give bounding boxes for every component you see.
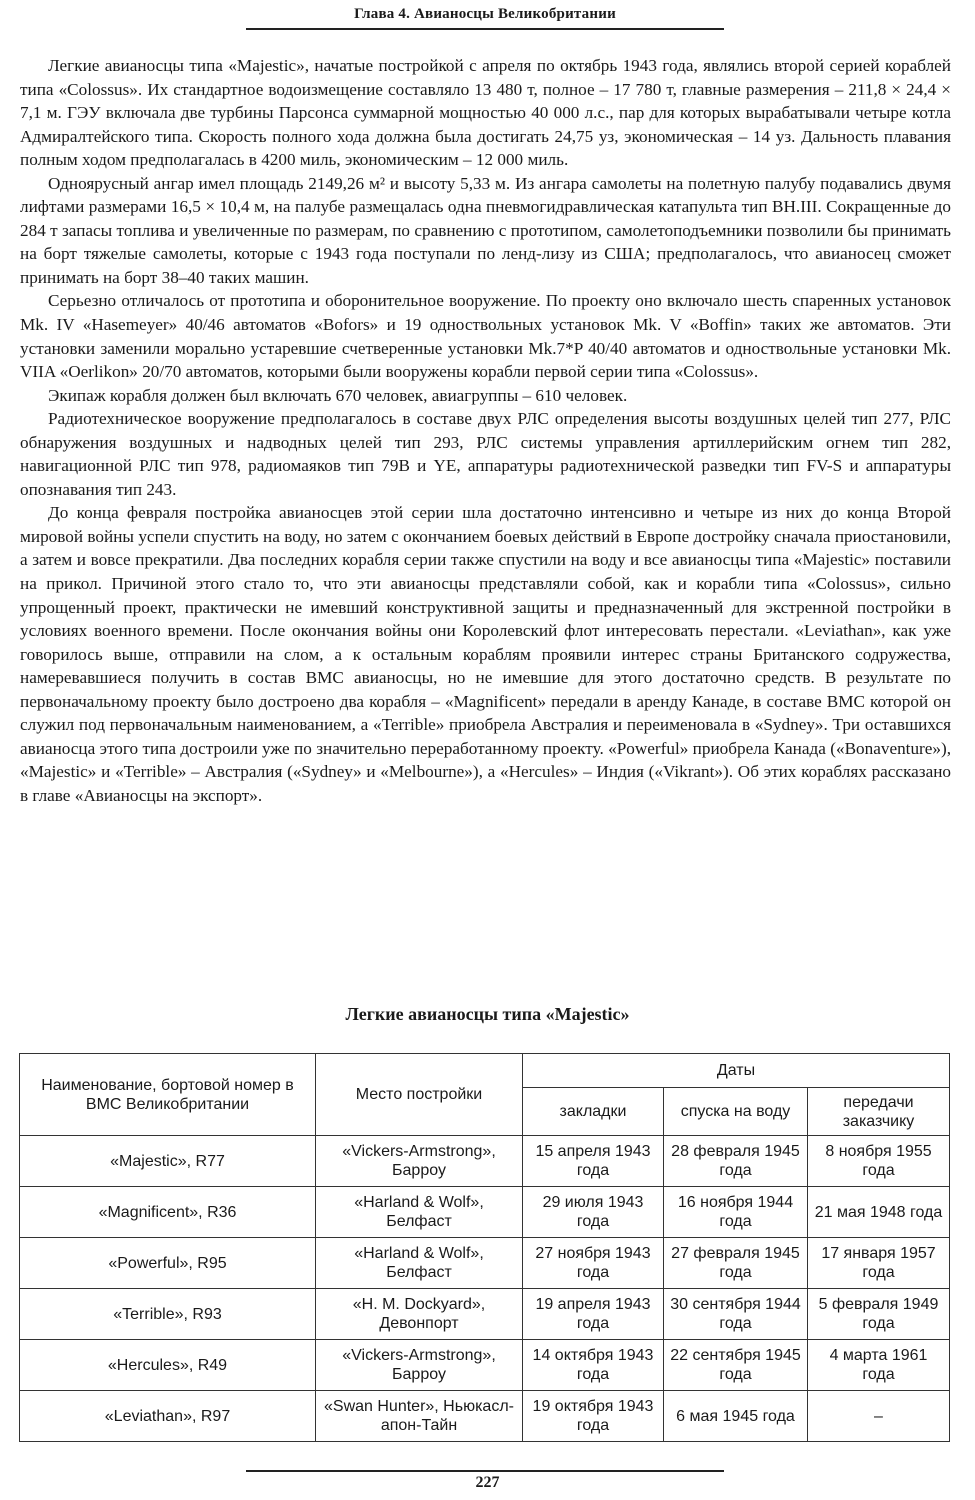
cell-delivered: 21 мая 1948 года [808,1187,950,1238]
cell-launched: 16 ноября 1944 года [664,1187,808,1238]
ships-table [19,1053,950,1442]
table-row [20,1340,950,1391]
page-number: 227 [475,1474,500,1491]
cell-launched: 27 февраля 1945 года [664,1238,808,1289]
cell-launched: 28 февраля 1945 года [664,1136,808,1187]
header-rule [246,28,724,30]
paragraph: До конца февраля постройка авианосцев этой серии шла достаточно интенсивно и четыре из них до конца Второй мировой войны успели спустить на воду, но затем с окончанием боевых действий в Европе достройку сначала приостановили, а затем и вовсе прекратили. Два последних корабля серии также спустили на воду и все авианосцы типа «Majestic» поставили на прикол. Причиной этого стало то, что эти авианосцы представляли собой, как и корабли типа «Colossus», сильно упрощенный проект, практически не имевший конструктивной защиты и предназначенный для экстренной постройки в условиях военного времени. После окончания войны они Королевский флот интересовать перестали. «Leviathan», как уже говорилось выше, отправили на слом, а к остальным кораблям проявили интерес страны Британского содружества, намеревавшиеся получить в состав ВМС авианосцы, но не имевшие для этого достаточно средств. В результате по первоначальному проекту было достроено два корабля – «Magnificent» передали в аренду Канаде, в составе ВМС которой он служил под первоначальным наименованием, а «Terrible» приобрела Австралия и переименовала в «Sydney». Три оставшихся авианосца этого типа достроили уже по значительно переработанному проекту. «Powerful» приобрела Канада («Bonaventure»), «Majestic» и «Terrible» – Австралия («Sydney» и «Melbourne»), а «Hercules» – Индия («Vikrant»). Об этих кораблях рассказано в главе «Авианосцы на экспорт». [20,503,951,805]
table-row [20,1238,950,1289]
cell-laid-down: 27 ноября 1943 года [523,1238,664,1289]
header-launched: спуска на воду [664,1088,808,1136]
cell-delivered: 8 ноября 1955 года [808,1136,950,1187]
cell-laid-down: 14 октября 1943 года [523,1340,664,1391]
cell-name: «Hercules», R49 [20,1340,316,1391]
table-title: Легкие авианосцы типа «Majestic» [345,1004,630,1024]
table-row [20,1289,950,1340]
header-laid-down: закладки [523,1088,664,1136]
cell-name: «Powerful», R95 [20,1238,316,1289]
cell-laid-down: 19 апреля 1943 года [523,1289,664,1340]
cell-launched: 6 мая 1945 года [664,1391,808,1442]
header-delivered: передачи заказчику [808,1088,950,1136]
paragraph: Серьезно отличалось от прототипа и оборонительное вооружение. По проекту оно включало шесть спаренных установок Mk. IV «Hasemeyer» 40/46 автоматов «Bofors» и 19 одноствольных установок Mk. V «Boffin» таких же автоматов. Эти установки заменили морально устаревшие счетверенные установки Mk.7*P 40/40 автоматов и одноствольные установки Mk. VIIA «Oerlikon» 20/70 автоматов, которыми были вооружены корабли первой серии типа «Colossus». [20,291,951,382]
cell-delivered: – [808,1391,950,1442]
cell-launched: 22 сентября 1945 года [664,1340,808,1391]
cell-launched: 30 сентября 1944 года [664,1289,808,1340]
chapter-label: Глава 4. [354,6,411,22]
header-name: Наименование, бортовой номер в ВМС Великобритании [20,1054,316,1136]
paragraph: Одноярусный ангар имел площадь 2149,26 м² и высоту 5,33 м. Из ангара самолеты на полетную палубу подавались двумя лифтами размерами 16,5 × 10,4 м, на палубе размещалась одна пневмогидравлическая катапульта тип BH.III. Сокращенные до 284 т запасы топлива и увеличенные по размерам, по сравнению с прототипом, самолетоподъемники позволили бы принимать на борт тяжелые самолеты, которые с 1943 года поступали по ленд-лизу из США; предполагалось, что авианосец сможет принимать на борт 38–40 таких машин. [20,173,951,287]
cell-delivered: 5 февраля 1949 года [808,1289,950,1340]
paragraph: Радиотехническое вооружение предполагалось в составе двух РЛС определения высоты воздушных целей тип 277, РЛС обнаружения воздушных и надводных целей тип 293, РЛС системы управления артиллерийским огнем тип 282, навигационной РЛС тип 978, радиомаяков тип 79B и YE, аппаратуры радиотехнической разведки тип FV-S и аппаратуры опознавания тип 243. [20,409,951,499]
body-text [20,54,951,808]
cell-place: «Harland & Wolf», Белфаст [316,1238,523,1289]
cell-name: «Magnificent», R36 [20,1187,316,1238]
cell-name: «Terrible», R93 [20,1289,316,1340]
cell-delivered: 4 марта 1961 года [808,1340,950,1391]
header-dates: Даты [523,1054,950,1088]
chapter-title: Авианосцы Великобритании [414,6,616,22]
cell-laid-down: 19 октября 1943 года [523,1391,664,1442]
table-row [20,1136,950,1187]
paragraph: Экипаж корабля должен был включать 670 человек, авиагруппы – 610 человек. [48,385,628,405]
cell-delivered: 17 января 1957 года [808,1238,950,1289]
table-row [20,1187,950,1238]
footer-rule [246,1470,724,1472]
table-row [20,1391,950,1442]
cell-place: «Harland & Wolf», Белфаст [316,1187,523,1238]
cell-place: «Vickers-Armstrong», Барроу [316,1136,523,1187]
cell-name: «Majestic», R77 [20,1136,316,1187]
header-place: Место постройки [316,1054,523,1136]
cell-place: «H. M. Dockyard», Девонпорт [316,1289,523,1340]
cell-place: «Vickers-Armstrong», Барроу [316,1340,523,1391]
cell-laid-down: 15 апреля 1943 года [523,1136,664,1187]
cell-laid-down: 29 июля 1943 года [523,1187,664,1238]
cell-place: «Swan Hunter», Ньюкасл-апон-Тайн [316,1391,523,1442]
cell-name: «Leviathan», R97 [20,1391,316,1442]
running-head [246,6,724,23]
paragraph: Легкие авианосцы типа «Majestic», начатые постройкой с апреля по октябрь 1943 года, являлись второй серией кораблей типа «Colossus». Их стандартное водоизмещение составляло 13 480 т, полное – 17 780 т, главные размерения – 211,8 × 24,4 × 7,1 м. ГЭУ включала две турбины Парсонса суммарной мощностью 40 000 л.с., пар для которых вырабатывали четыре котла Адмиралтейского типа. Скорость полного хода должна была достигать 24,75 уз, экономическая – 14 уз. Дальность плавания полным ходом предполагалась в 4200 миль, экономическим – 12 000 миль. [20,56,951,170]
